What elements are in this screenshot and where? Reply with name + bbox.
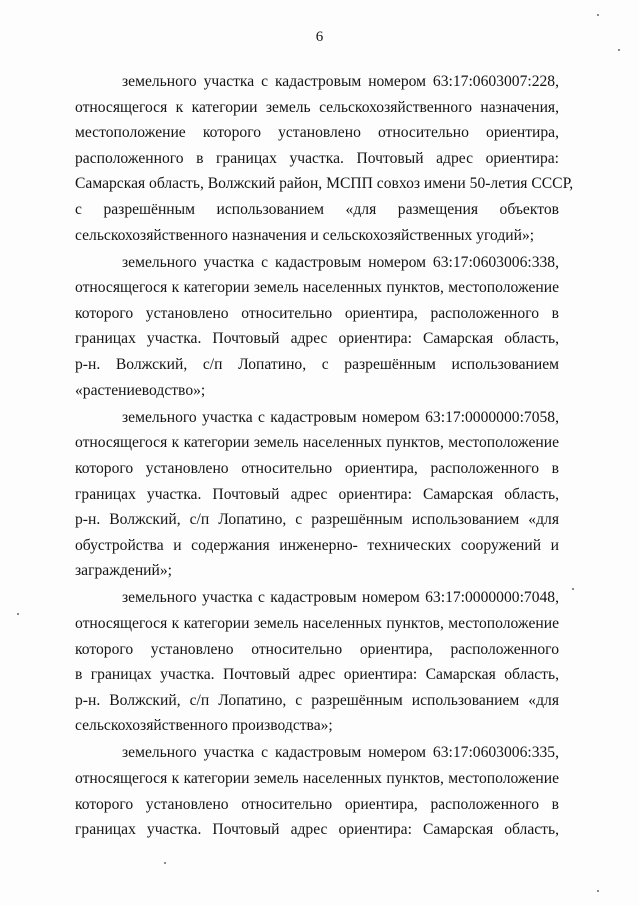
text-line: земельного участка с кадастровым номером 63:17:0000000:7058, (122, 408, 559, 426)
text-line: в границах участка. Почтовый адрес ориентира: Самарская область, (75, 666, 559, 684)
text-line: которого установлено относительно ориентира, расположенного в (75, 459, 559, 477)
scan-speck (572, 588, 574, 590)
text-line: относящегося к категории земель населенных пунктов, местоположение (75, 279, 559, 297)
text-line: которого установлено относительно ориентира, расположенного в (75, 795, 559, 813)
text-line: р-н. Волжский, с/п Лопатино, с разрешённым использованием «для (75, 691, 559, 709)
text-line: р-н. Волжский, с/п Лопатино, с разрешённым использованием «для (75, 511, 559, 529)
paragraph (75, 585, 559, 739)
text-line: Самарская область, Волжский район, МСПП совхоз имени 50-летия СССР, (75, 175, 574, 193)
text-line: относящегося к категории земель населенных пунктов, местоположение (75, 434, 559, 452)
text-line: земельного участка с кадастровым номером 63:17:0000000:7048, (122, 589, 559, 607)
text-line: сельскохозяйственного производства»; (75, 717, 333, 735)
text-line: земельного участка с кадастровым номером 63:17:0603006:338, (122, 253, 559, 271)
paragraph (75, 405, 559, 584)
scan-speck (164, 862, 166, 864)
text-line: р-н. Волжский, с/п Лопатино, с разрешённым использованием (75, 356, 559, 374)
scan-speck (597, 890, 599, 892)
text-line: «растениеводство»; (75, 381, 206, 399)
document-body (75, 69, 574, 844)
text-line: заграждений»; (75, 562, 172, 580)
text-line: границах участка. Почтовый адрес ориентира: Самарская область, (75, 330, 559, 348)
text-line: земельного участка с кадастровым номером 63:17:0603007:228, (122, 73, 559, 90)
paragraph (75, 250, 559, 404)
paragraph (75, 740, 559, 842)
scan-speck (17, 613, 19, 615)
text-line: с разрешённым использованием «для размещения объектов (75, 200, 559, 218)
text-line: которого установлено относительно ориентира, расположенного (75, 640, 559, 658)
scan-speck (618, 49, 620, 51)
text-line: обустройства и содержания инженерно- технических сооружений и (75, 536, 559, 554)
page-number: 6 (315, 29, 324, 45)
text-line: границах участка. Почтовый адрес ориентира: Самарская область, (75, 821, 559, 839)
text-line: относящегося к категории земель населенных пунктов, местоположение (75, 770, 559, 788)
paragraph (75, 69, 574, 248)
text-line: границах участка. Почтовый адрес ориентира: Самарская область, (75, 485, 559, 503)
text-line: которого установлено относительно ориентира, расположенного в (75, 304, 559, 322)
text-line: относящегося к категории земель сельскохозяйственного назначения, (75, 98, 559, 116)
text-line: земельного участка с кадастровым номером 63:17:0603006:335, (122, 744, 559, 762)
text-line: расположенного в границах участка. Почтовый адрес ориентира: (75, 149, 559, 167)
text-line: относящегося к категории земель населенных пунктов, местоположение (75, 614, 559, 632)
scan-speck (597, 14, 599, 16)
text-line: местоположение которого установлено относительно ориентира, (75, 124, 559, 142)
text-line: сельскохозяйственного назначения и сельскохозяйственных угодий»; (75, 226, 535, 244)
